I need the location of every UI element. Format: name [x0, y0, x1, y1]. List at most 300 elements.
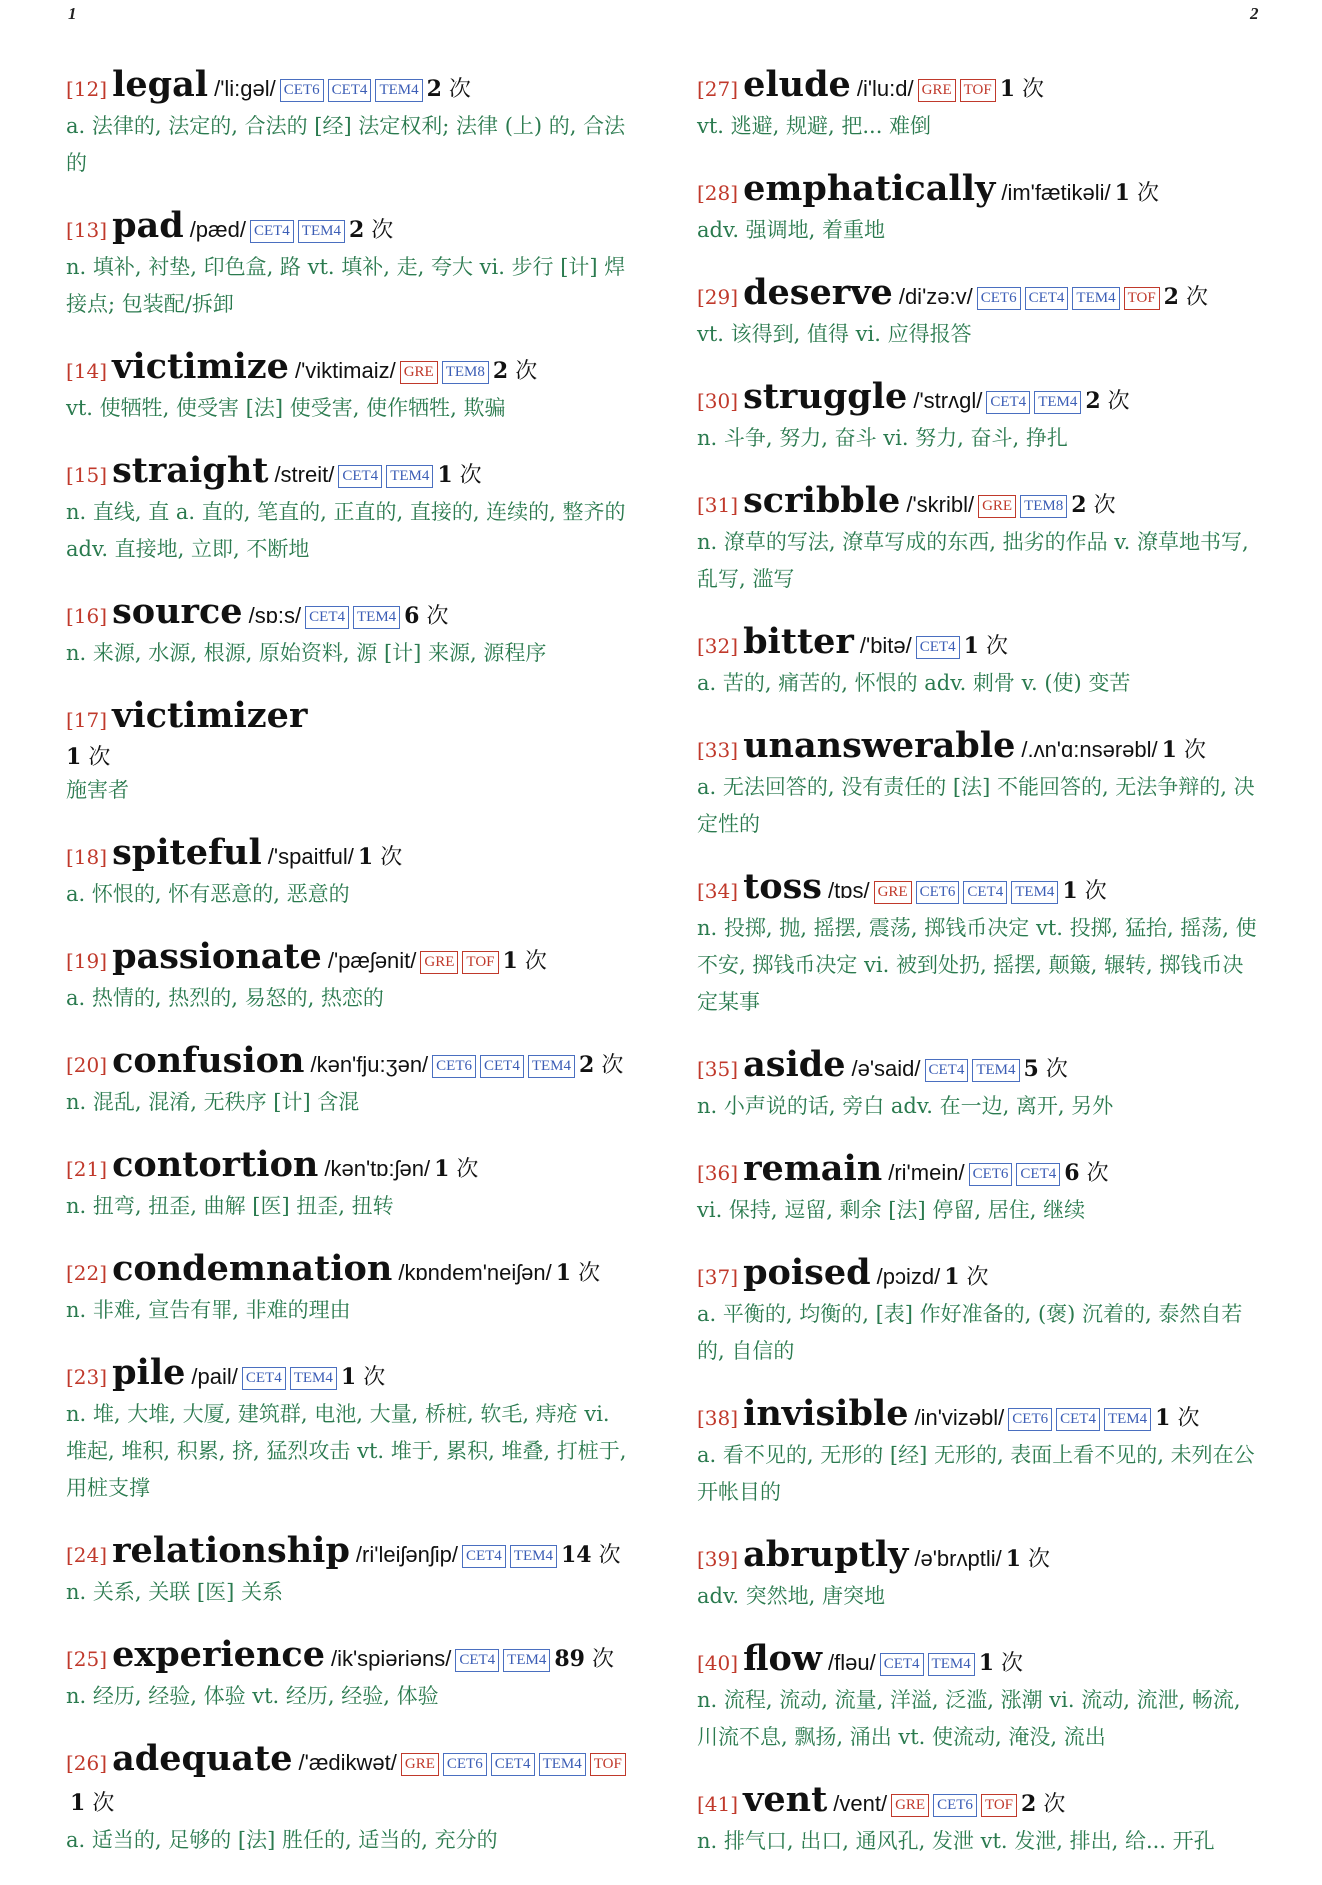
entry-index: [21]	[66, 1157, 108, 1181]
phonetic: /im'fætikəli/	[1001, 180, 1111, 205]
frequency-number: 2	[1021, 1791, 1037, 1817]
word-entry	[66, 1532, 632, 1611]
frequency-unit: 次	[1022, 77, 1045, 102]
exam-tag-tem4: TEM4	[503, 1649, 550, 1672]
exam-tag-cet4: CET4	[338, 465, 382, 488]
exam-tag-tem4: TEM4	[1011, 881, 1058, 904]
frequency-unit: 次	[1185, 285, 1208, 310]
entry-index: [39]	[697, 1547, 739, 1571]
frequency-count	[1071, 493, 1115, 518]
phonetic: /ik'spiəriəns/	[330, 1646, 452, 1671]
headword: condemnation	[112, 1248, 393, 1289]
frequency-unit: 次	[1183, 738, 1206, 763]
definition: vt. 逃避, 规避, 把... 难倒	[697, 114, 932, 138]
frequency-number: 2	[1071, 492, 1087, 518]
exam-tag-cet4: CET4	[480, 1055, 524, 1078]
headword: poised	[743, 1252, 871, 1293]
entry-index: [17]	[66, 708, 108, 732]
entry-index: [26]	[66, 1751, 108, 1775]
definition: vi. 保持, 逗留, 剩余 [法] 停留, 居住, 继续	[697, 1198, 1086, 1222]
frequency-number: 1	[1005, 1546, 1022, 1572]
frequency-number: 89	[554, 1646, 585, 1672]
frequency-unit: 次	[515, 359, 538, 384]
entry-headline	[66, 938, 632, 982]
phonetic: /pail/	[191, 1364, 238, 1389]
exam-tag-cet6: CET6	[443, 1753, 487, 1776]
word-entry	[66, 1354, 632, 1507]
exam-tag-cet4: CET4	[250, 220, 294, 243]
exam-tag-tem4: TEM4	[972, 1059, 1019, 1082]
frequency-unit: 次	[1043, 1792, 1066, 1817]
word-entry	[66, 1740, 632, 1859]
phonetic: /i'lu:d/	[856, 76, 914, 101]
exam-tag-cet4: CET4	[462, 1545, 506, 1568]
entry-index: [12]	[66, 77, 108, 101]
phonetic: /'bitə/	[859, 633, 912, 658]
phonetic: /tɒs/	[827, 878, 870, 903]
headword: struggle	[743, 376, 908, 417]
entry-index: [28]	[697, 181, 739, 205]
exam-tag-cet4: CET4	[880, 1653, 924, 1676]
phonetic: /ri'mein/	[888, 1160, 965, 1185]
exam-tag-tof: TOF	[462, 951, 498, 974]
exam-tag-gre: GRE	[918, 79, 956, 102]
exam-tag-cet4: CET4	[491, 1753, 535, 1776]
definition: n. 来源, 水源, 根源, 原始资料, 源 [计] 来源, 源程序	[66, 641, 547, 665]
phonetic: /di'zə:v/	[898, 284, 973, 309]
exam-tag-cet4: CET4	[1025, 287, 1069, 310]
entry-headline	[697, 66, 1263, 110]
exam-tag-gre: GRE	[401, 1753, 439, 1776]
frequency-unit: 次	[448, 77, 471, 102]
frequency-count	[503, 949, 547, 974]
headword: emphatically	[743, 168, 996, 209]
frequency-number: 2	[426, 76, 442, 102]
frequency-unit: 次	[1136, 181, 1159, 206]
exam-tag-cet4: CET4	[963, 881, 1007, 904]
headword: toss	[743, 866, 822, 907]
frequency-count	[1064, 1161, 1108, 1186]
entry-index: [25]	[66, 1647, 108, 1671]
definition: n. 填补, 衬垫, 印色盒, 路 vt. 填补, 走, 夸大 vi. 步行 [计] 焊接点; 包装配/拆卸	[66, 255, 626, 316]
entry-headline	[697, 170, 1263, 214]
entry-headline	[697, 1254, 1263, 1298]
word-entry	[66, 1146, 632, 1225]
phonetic: /kən'tɒ:ʃən/	[324, 1156, 431, 1181]
frequency-count	[1062, 879, 1106, 904]
exam-tag-tof: TOF	[960, 79, 996, 102]
entry-index: [40]	[697, 1651, 739, 1675]
exam-tag-cet4: CET4	[1056, 1408, 1100, 1431]
word-entry	[66, 66, 632, 182]
entry-headline	[66, 207, 632, 251]
definition: n. 堆, 大堆, 大厦, 建筑群, 电池, 大量, 桥桩, 软毛, 痔疮 vi. 堆起, 堆积, 积累, 挤, 猛烈攻击 vt. 堆于, 累积, 堆叠, 打桩于, 用桩支撑	[66, 1402, 627, 1500]
entry-index: [13]	[66, 218, 108, 242]
definition: a. 苦的, 痛苦的, 怀恨的 adv. 刺骨 v. (使) 变苦	[697, 671, 1131, 695]
headword: passionate	[112, 936, 322, 977]
phonetic: /'spaitful/	[267, 844, 354, 869]
entry-headline	[697, 1781, 1263, 1825]
frequency-unit: 次	[1028, 1547, 1051, 1572]
frequency-count	[493, 359, 537, 384]
headword: abruptly	[743, 1534, 909, 1575]
entry-headline	[66, 1146, 632, 1190]
entry-headline	[697, 1536, 1263, 1580]
entry-index: [23]	[66, 1365, 108, 1389]
frequency-count	[358, 845, 402, 870]
headword: aside	[743, 1044, 846, 1085]
exam-tag-cet6: CET6	[432, 1055, 476, 1078]
frequency-unit: 次	[371, 218, 394, 243]
entry-headline	[66, 452, 632, 496]
frequency-count	[341, 1365, 385, 1390]
entry-headline	[66, 1636, 632, 1680]
exam-tag-tof: TOF	[1124, 287, 1160, 310]
exam-tag-cet4: CET4	[242, 1367, 286, 1390]
phonetic: /in'vizəbl/	[914, 1405, 1005, 1430]
entry-headline	[697, 274, 1263, 318]
headword: unanswerable	[743, 725, 1016, 766]
entry-index: [16]	[66, 604, 108, 628]
headword: bitter	[743, 621, 854, 662]
phonetic: /ri'leiʃənʃip/	[355, 1542, 458, 1567]
exam-tag-tem4: TEM4	[1034, 391, 1081, 414]
frequency-unit: 次	[1093, 493, 1116, 518]
headword: invisible	[743, 1393, 909, 1434]
exam-tag-tof: TOF	[981, 1794, 1017, 1817]
frequency-count	[437, 463, 481, 488]
phonetic: /fləu/	[827, 1650, 876, 1675]
exam-tag-tem4: TEM4	[290, 1367, 337, 1390]
frequency-count	[1115, 181, 1159, 206]
phonetic: /'skribl/	[906, 492, 975, 517]
entry-index: [15]	[66, 463, 108, 487]
frequency-unit: 次	[524, 949, 547, 974]
entry-headline	[66, 697, 632, 774]
definition: n. 直线, 直 a. 直的, 笔直的, 正直的, 直接的, 连续的, 整齐的 adv. 直接地, 立即, 不断地	[66, 500, 626, 561]
definition: vt. 使牺牲, 使受害 [法] 使受害, 使作牺牲, 欺骗	[66, 396, 506, 420]
exam-tag-tem4: TEM4	[298, 220, 345, 243]
frequency-number: 14	[560, 1542, 592, 1568]
exam-tag-gre: GRE	[400, 361, 438, 384]
word-entry	[66, 452, 632, 568]
frequency-count	[1000, 77, 1044, 102]
definition: n. 非难, 宣告有罪, 非难的理由	[66, 1298, 351, 1322]
frequency-unit: 次	[598, 1543, 621, 1568]
headword: scribble	[743, 480, 901, 521]
definition: n. 混乱, 混淆, 无秩序 [计] 含混	[66, 1090, 360, 1114]
exam-tag-cet4: CET4	[1016, 1163, 1060, 1186]
headword: straight	[112, 450, 269, 491]
frequency-number: 1	[70, 1790, 86, 1816]
entry-headline	[66, 593, 632, 637]
word-entry	[66, 207, 632, 323]
headword: contortion	[112, 1144, 319, 1185]
definition: adv. 突然地, 唐突地	[697, 1584, 886, 1608]
word-entry	[697, 1640, 1263, 1756]
frequency-count	[427, 77, 471, 102]
word-entry	[697, 1395, 1263, 1511]
exam-tag-tem4: TEM4	[510, 1545, 557, 1568]
entry-index: [36]	[697, 1161, 739, 1185]
word-entry	[66, 1636, 632, 1715]
headword: legal	[112, 64, 209, 105]
frequency-count	[434, 1157, 478, 1182]
headword: vent	[743, 1779, 828, 1820]
entry-headline	[66, 348, 632, 392]
entry-index: [33]	[697, 738, 739, 762]
entry-index: [30]	[697, 389, 739, 413]
headword: remain	[743, 1148, 883, 1189]
frequency-number: 1	[1114, 180, 1130, 206]
entry-headline	[697, 623, 1263, 667]
definition: a. 看不见的, 无形的 [经] 无形的, 表面上看不见的, 未列在公开帐目的	[697, 1443, 1255, 1504]
definition: 施害者	[66, 778, 129, 802]
headword: experience	[112, 1634, 325, 1675]
exam-tag-tem4: TEM4	[386, 465, 433, 488]
entry-index: [18]	[66, 845, 108, 869]
entry-index: [41]	[697, 1792, 739, 1816]
frequency-number: 2	[492, 358, 509, 384]
headword: relationship	[112, 1530, 350, 1571]
phonetic: /pæd/	[189, 217, 246, 242]
frequency-count	[554, 1647, 614, 1672]
frequency-count	[561, 1543, 621, 1568]
entry-headline	[697, 1046, 1263, 1090]
frequency-unit: 次	[591, 1647, 614, 1672]
definition: n. 投掷, 抛, 摇摆, 震荡, 掷钱币决定 vt. 投掷, 猛抬, 摇荡, 使不安, 掷钱币决定 vi. 被到处扔, 摇摆, 颠簸, 辗转, 掷钱币决定某事	[697, 916, 1257, 1014]
frequency-unit: 次	[985, 634, 1008, 659]
headword: confusion	[112, 1040, 305, 1081]
word-entry	[697, 66, 1263, 145]
entry-headline	[697, 482, 1263, 526]
frequency-count	[1006, 1547, 1050, 1572]
frequency-number: 1	[1161, 737, 1177, 763]
entry-headline	[697, 868, 1263, 912]
frequency-unit: 次	[601, 1053, 624, 1078]
exam-tag-cet4: CET4	[986, 391, 1030, 414]
exam-tag-tem4: TEM4	[528, 1055, 575, 1078]
frequency-count	[70, 1791, 114, 1816]
frequency-unit: 次	[1086, 1161, 1109, 1186]
entry-headline	[66, 1250, 632, 1294]
frequency-number: 6	[1064, 1160, 1080, 1186]
exam-tag-cet4: CET4	[455, 1649, 499, 1672]
definition: a. 平衡的, 均衡的, [表] 作好准备的, (褒) 沉着的, 泰然自若的, 自信的	[697, 1302, 1243, 1363]
phonetic: /streit/	[274, 462, 335, 487]
exam-tag-tem4: TEM4	[928, 1653, 975, 1676]
headword: pad	[112, 205, 184, 246]
frequency-number: 2	[1163, 284, 1179, 310]
word-entry	[66, 834, 632, 913]
exam-tag-tem8: TEM8	[1020, 495, 1067, 518]
exam-tag-cet6: CET6	[933, 1794, 977, 1817]
exam-tag-tem4: TEM4	[353, 606, 400, 629]
entry-headline	[66, 834, 632, 878]
word-entry	[697, 1254, 1263, 1370]
exam-tag-cet6: CET6	[969, 1163, 1013, 1186]
definition: adv. 强调地, 着重地	[697, 218, 886, 242]
phonetic: /'li:gəl/	[214, 76, 276, 101]
exam-tag-tem4: TEM4	[1072, 287, 1119, 310]
frequency-number: 6	[404, 603, 420, 629]
word-entry	[697, 1150, 1263, 1229]
definition: a. 无法回答的, 没有责任的 [法] 不能回答的, 无法争辩的, 决定性的	[697, 775, 1255, 836]
phonetic: /'ædikwət/	[298, 1750, 397, 1775]
frequency-number: 2	[348, 217, 365, 243]
definition: n. 排气口, 出口, 通风孔, 发泄 vt. 发泄, 排出, 给... 开孔	[697, 1829, 1215, 1853]
word-entry	[697, 482, 1263, 598]
frequency-count	[964, 634, 1008, 659]
frequency-number: 1	[1062, 878, 1078, 904]
entry-headline	[697, 1395, 1263, 1439]
frequency-number: 1	[66, 744, 82, 770]
phonetic: /'strʌgl/	[913, 388, 983, 413]
word-entry	[66, 1042, 632, 1121]
exam-tag-cet6: CET6	[916, 881, 960, 904]
exam-tag-tem8: TEM8	[442, 361, 489, 384]
phonetic: /kɒndem'neiʃən/	[398, 1260, 552, 1285]
frequency-count	[1021, 1792, 1065, 1817]
exam-tag-cet6: CET6	[280, 79, 324, 102]
phonetic: /kən'fju:ʒən/	[310, 1052, 429, 1077]
frequency-unit: 次	[1001, 1651, 1024, 1676]
phonetic: /pɔizd/	[876, 1264, 941, 1289]
entry-index: [19]	[66, 949, 108, 973]
frequency-count	[1162, 738, 1206, 763]
frequency-count	[944, 1265, 988, 1290]
headword: flow	[743, 1638, 822, 1679]
exam-tag-gre: GRE	[891, 1794, 929, 1817]
frequency-unit: 次	[456, 1157, 479, 1182]
entry-index: [32]	[697, 634, 739, 658]
definition: vt. 该得到, 值得 vi. 应得报答	[697, 322, 972, 346]
phonetic: /sɒ:s/	[248, 603, 302, 628]
exam-tag-cet6: CET6	[1008, 1408, 1052, 1431]
entry-index: [24]	[66, 1543, 108, 1567]
frequency-count	[66, 741, 632, 774]
headword: victimize	[112, 346, 289, 387]
headword: elude	[743, 64, 851, 105]
word-entry	[66, 697, 632, 809]
entry-headline	[66, 66, 632, 110]
definition: a. 热情的, 热烈的, 易怒的, 热恋的	[66, 986, 384, 1010]
frequency-unit: 次	[92, 1791, 115, 1816]
frequency-number: 2	[579, 1052, 595, 1078]
exam-tag-cet4: CET4	[925, 1059, 969, 1082]
exam-tag-tof: TOF	[590, 1753, 626, 1776]
frequency-unit: 次	[1177, 1406, 1200, 1431]
headword: pile	[112, 1352, 186, 1393]
frequency-count	[1164, 285, 1208, 310]
entry-headline	[66, 1740, 632, 1824]
word-entry	[697, 274, 1263, 353]
entry-index: [37]	[697, 1265, 739, 1289]
headword: deserve	[743, 272, 893, 313]
frequency-unit: 次	[1084, 879, 1107, 904]
entry-index: [35]	[697, 1057, 739, 1081]
headword: victimizer	[112, 695, 308, 736]
entry-index: [22]	[66, 1261, 108, 1285]
phonetic: /ə'brʌptli/	[914, 1546, 1002, 1571]
word-entry	[697, 170, 1263, 249]
word-entry	[697, 1046, 1263, 1125]
exam-tag-gre: GRE	[874, 881, 912, 904]
definition: n. 经历, 经验, 体验 vt. 经历, 经验, 体验	[66, 1684, 439, 1708]
definition: n. 关系, 关联 [医] 关系	[66, 1580, 283, 1604]
entry-index: [20]	[66, 1053, 108, 1077]
exam-tag-tem4: TEM4	[1104, 1408, 1151, 1431]
frequency-count	[349, 218, 393, 243]
entry-headline	[66, 1354, 632, 1398]
frequency-number: 1	[437, 462, 453, 488]
word-entry	[66, 938, 632, 1017]
frequency-count	[1085, 389, 1129, 414]
definition: n. 扭弯, 扭歪, 曲解 [医] 扭歪, 扭转	[66, 1194, 394, 1218]
frequency-unit: 次	[966, 1265, 989, 1290]
exam-tag-cet4: CET4	[328, 79, 372, 102]
frequency-unit: 次	[426, 604, 449, 629]
entry-index: [38]	[697, 1406, 739, 1430]
headword: source	[112, 591, 243, 632]
exam-tag-cet4: CET4	[916, 636, 960, 659]
entry-index: [34]	[697, 879, 739, 903]
exam-tag-cet6: CET6	[977, 287, 1021, 310]
exam-tag-tem4: TEM4	[539, 1753, 586, 1776]
frequency-count	[579, 1053, 623, 1078]
frequency-unit: 次	[88, 745, 111, 770]
frequency-number: 1	[978, 1650, 995, 1676]
frequency-number: 1	[502, 948, 518, 974]
definition: n. 斗争, 努力, 奋斗 vi. 努力, 奋斗, 挣扎	[697, 426, 1068, 450]
frequency-count	[556, 1261, 600, 1286]
exam-tag-gre: GRE	[420, 951, 458, 974]
phonetic: /vent/	[833, 1791, 888, 1816]
phonetic: /'viktimaiz/	[294, 358, 396, 383]
word-entry	[697, 1781, 1263, 1860]
frequency-count	[1155, 1406, 1199, 1431]
exam-tag-gre: GRE	[978, 495, 1016, 518]
entry-headline	[697, 727, 1263, 771]
frequency-unit: 次	[459, 463, 482, 488]
frequency-number: 1	[963, 633, 979, 659]
frequency-number: 2	[1085, 388, 1101, 414]
definition: a. 怀恨的, 怀有恶意的, 恶意的	[66, 882, 350, 906]
frequency-unit: 次	[578, 1261, 601, 1286]
phonetic: /ə'said/	[851, 1056, 921, 1081]
frequency-number: 1	[944, 1264, 960, 1290]
word-entry	[697, 1536, 1263, 1615]
frequency-number: 1	[555, 1260, 572, 1286]
headword: adequate	[112, 1738, 293, 1779]
word-entry	[697, 868, 1263, 1021]
page-number-right: 2	[1250, 4, 1259, 23]
exam-tag-cet4: CET4	[305, 606, 349, 629]
frequency-count	[979, 1651, 1023, 1676]
exam-tag-tem4: TEM4	[375, 79, 422, 102]
word-entry	[66, 1250, 632, 1329]
entry-headline	[66, 1532, 632, 1576]
left-column	[66, 66, 632, 1884]
entry-index: [31]	[697, 493, 739, 517]
frequency-number: 1	[1155, 1405, 1171, 1431]
frequency-number: 1	[357, 844, 374, 870]
frequency-unit: 次	[363, 1365, 386, 1390]
phonetic: /'pæʃənit/	[327, 948, 417, 973]
frequency-count	[1024, 1057, 1068, 1082]
definition: a. 法律的, 法定的, 合法的 [经] 法定权利; 法律 (上) 的, 合法的	[66, 114, 626, 175]
word-entry	[697, 378, 1263, 457]
